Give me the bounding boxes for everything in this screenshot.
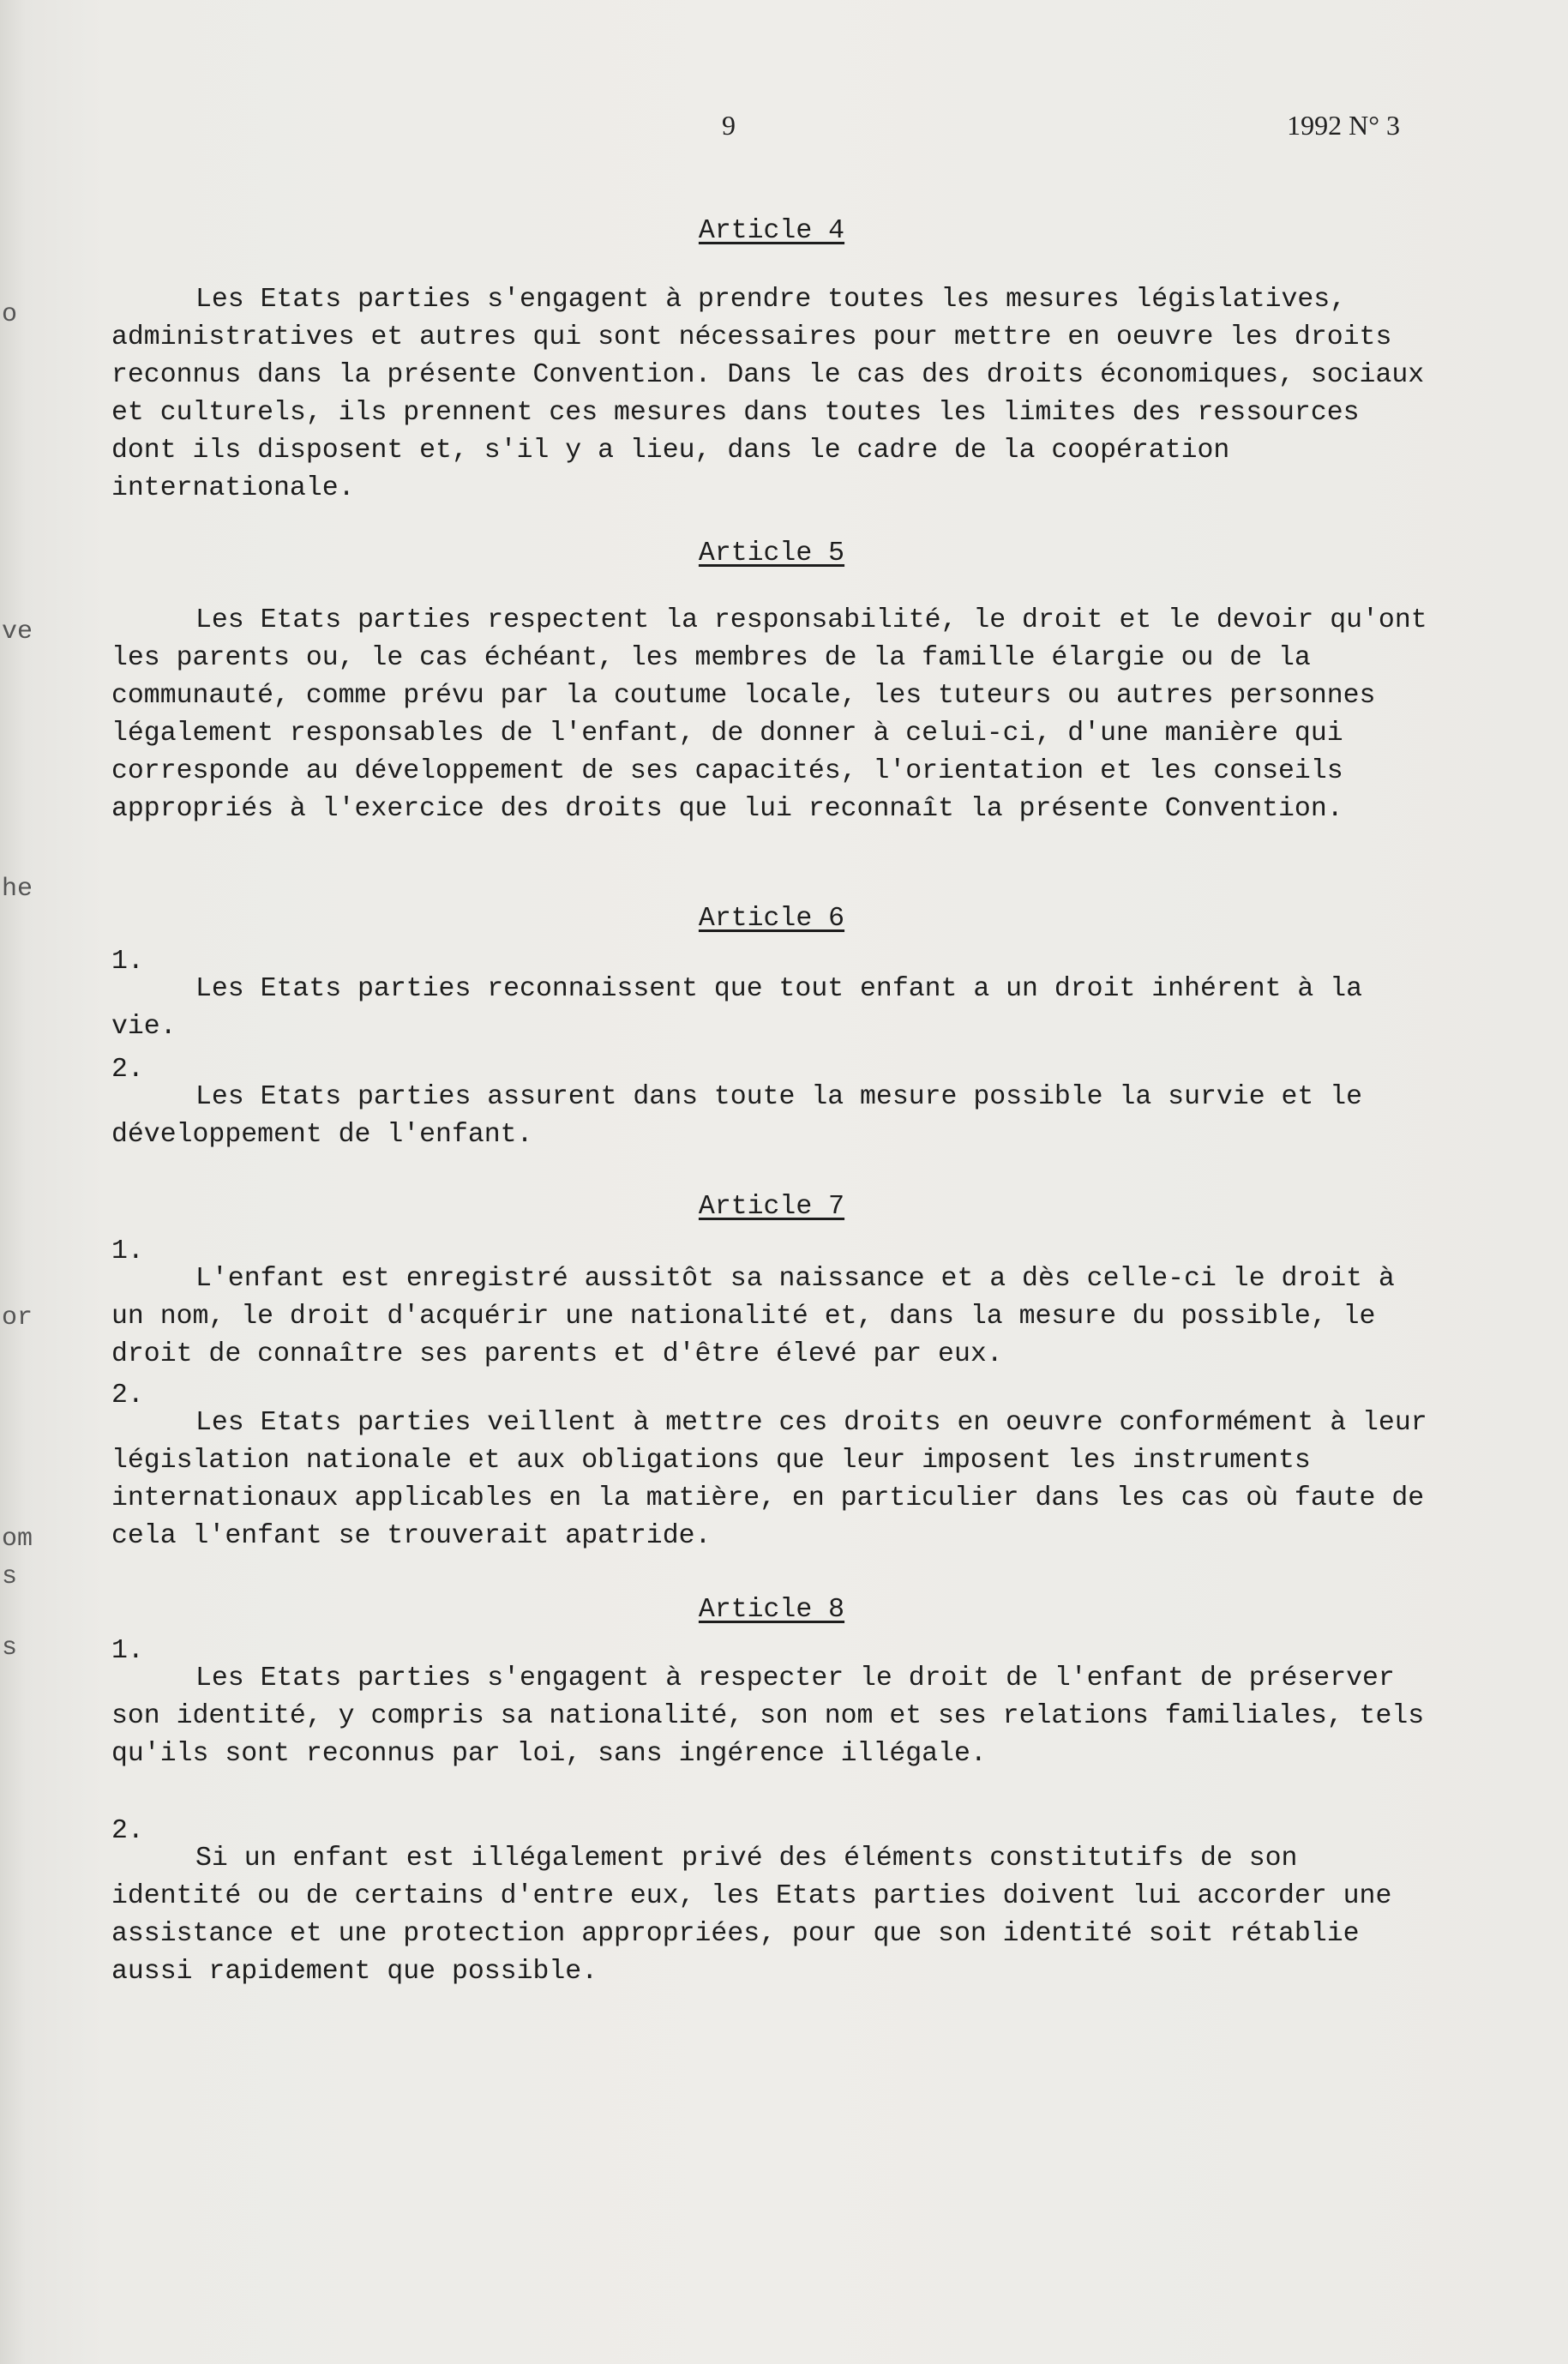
margin-fragment: or [2,1303,33,1332]
paragraph-number: 1. [111,947,144,977]
margin-fragment: s [2,1633,18,1663]
numbered-paragraph [111,1236,1432,1374]
article-paragraph: Les Etats parties s'engagent à prendre toutes les mesures législatives, administratives et autres qui sont nécessaires pour mettre en oeuvre les droits reconnus dans la présente Convention. Dans le cas des droits économiques, sociaux et culturels, ils prennent ces mesures dans toutes les limites des ressources dont ils disposent et, s'il y a lieu, dans le cadre de la coopération internationale. [111,285,1425,503]
article-title: Article 5 [698,538,845,568]
numbered-paragraph [111,1816,1432,1991]
margin-fragment: s [2,1562,18,1591]
article-title: Article 4 [698,216,845,246]
paragraph-text: Les Etats parties reconnaissent que tout enfant a un droit inhérent à la vie. [111,974,1363,1042]
numbered-paragraph [111,1381,1432,1555]
article-title: Article 6 [698,904,845,934]
margin-fragment: om [2,1525,33,1554]
issue-number: 1992 N° 3 [1287,110,1400,141]
paragraph-text: Les Etats parties veillent à mettre ces droits en oeuvre conformément à leur législation nationale et aux obligations que leur imposent les instruments internationaux applicables en la matière, en particulier dans les cas où faute de cela l'enfant se trouverait apatride. [111,1408,1427,1551]
paragraph-text: Les Etats parties assurent dans toute la mesure possible la survie et le développement de l'enfant. [111,1082,1363,1150]
margin-fragment: o [2,300,18,329]
numbered-paragraph [111,1636,1432,1773]
numbered-paragraph [111,1055,1432,1154]
article-title: Article 8 [698,1595,845,1625]
margin-fragment: ve [2,617,33,647]
article-title: Article 7 [698,1192,845,1222]
paragraph-number: 2. [111,1055,144,1085]
numbered-paragraph [111,947,1432,1046]
article-paragraph: Les Etats parties respectent la responsabilité, le droit et le devoir qu'ont les parents ou, le cas échéant, les membres de la famille élargie ou de la communauté, comme prévu par la coutume locale, les tuteurs ou autres personnes légalement responsables de l'enfant, de donner à celui-ci, d'une manière qui corresponde au développement de ses capacités, l'orientation et les conseils appropriés à l'exercice des droits que lui reconnaît la présente Convention. [111,605,1427,824]
paragraph-text: Les Etats parties s'engagent à respecter le droit de l'enfant de préserver son identité, y compris sa nationalité, son nom et ses relations familiales, tels qu'ils sont reconnus par loi, sans ingérence illégale. [111,1663,1425,1769]
page-number: 9 [722,110,736,141]
paragraph-number: 2. [111,1381,144,1411]
margin-fragment: he [2,875,33,904]
paragraph-number: 1. [111,1236,144,1266]
paragraph-text: Si un enfant est illégalement privé des éléments constitutifs de son identité ou de certains d'entre eux, les Etats parties doivent lui accorder une assistance et une protection appropriées, pour que son identité soit rétablie aussi rapidement que possible. [111,1844,1392,1987]
paragraph-number: 2. [111,1816,144,1846]
paragraph-number: 1. [111,1636,144,1666]
page-header [0,110,1568,153]
left-margin-bleed [0,0,51,2364]
paragraph-text: L'enfant est enregistré aussitôt sa naissance et a dès celle-ci le droit à un nom, le droit d'acquérir une nationalité et, dans la mesure du possible, le droit de connaître ses parents et d'être élevé par eux. [111,1264,1395,1369]
